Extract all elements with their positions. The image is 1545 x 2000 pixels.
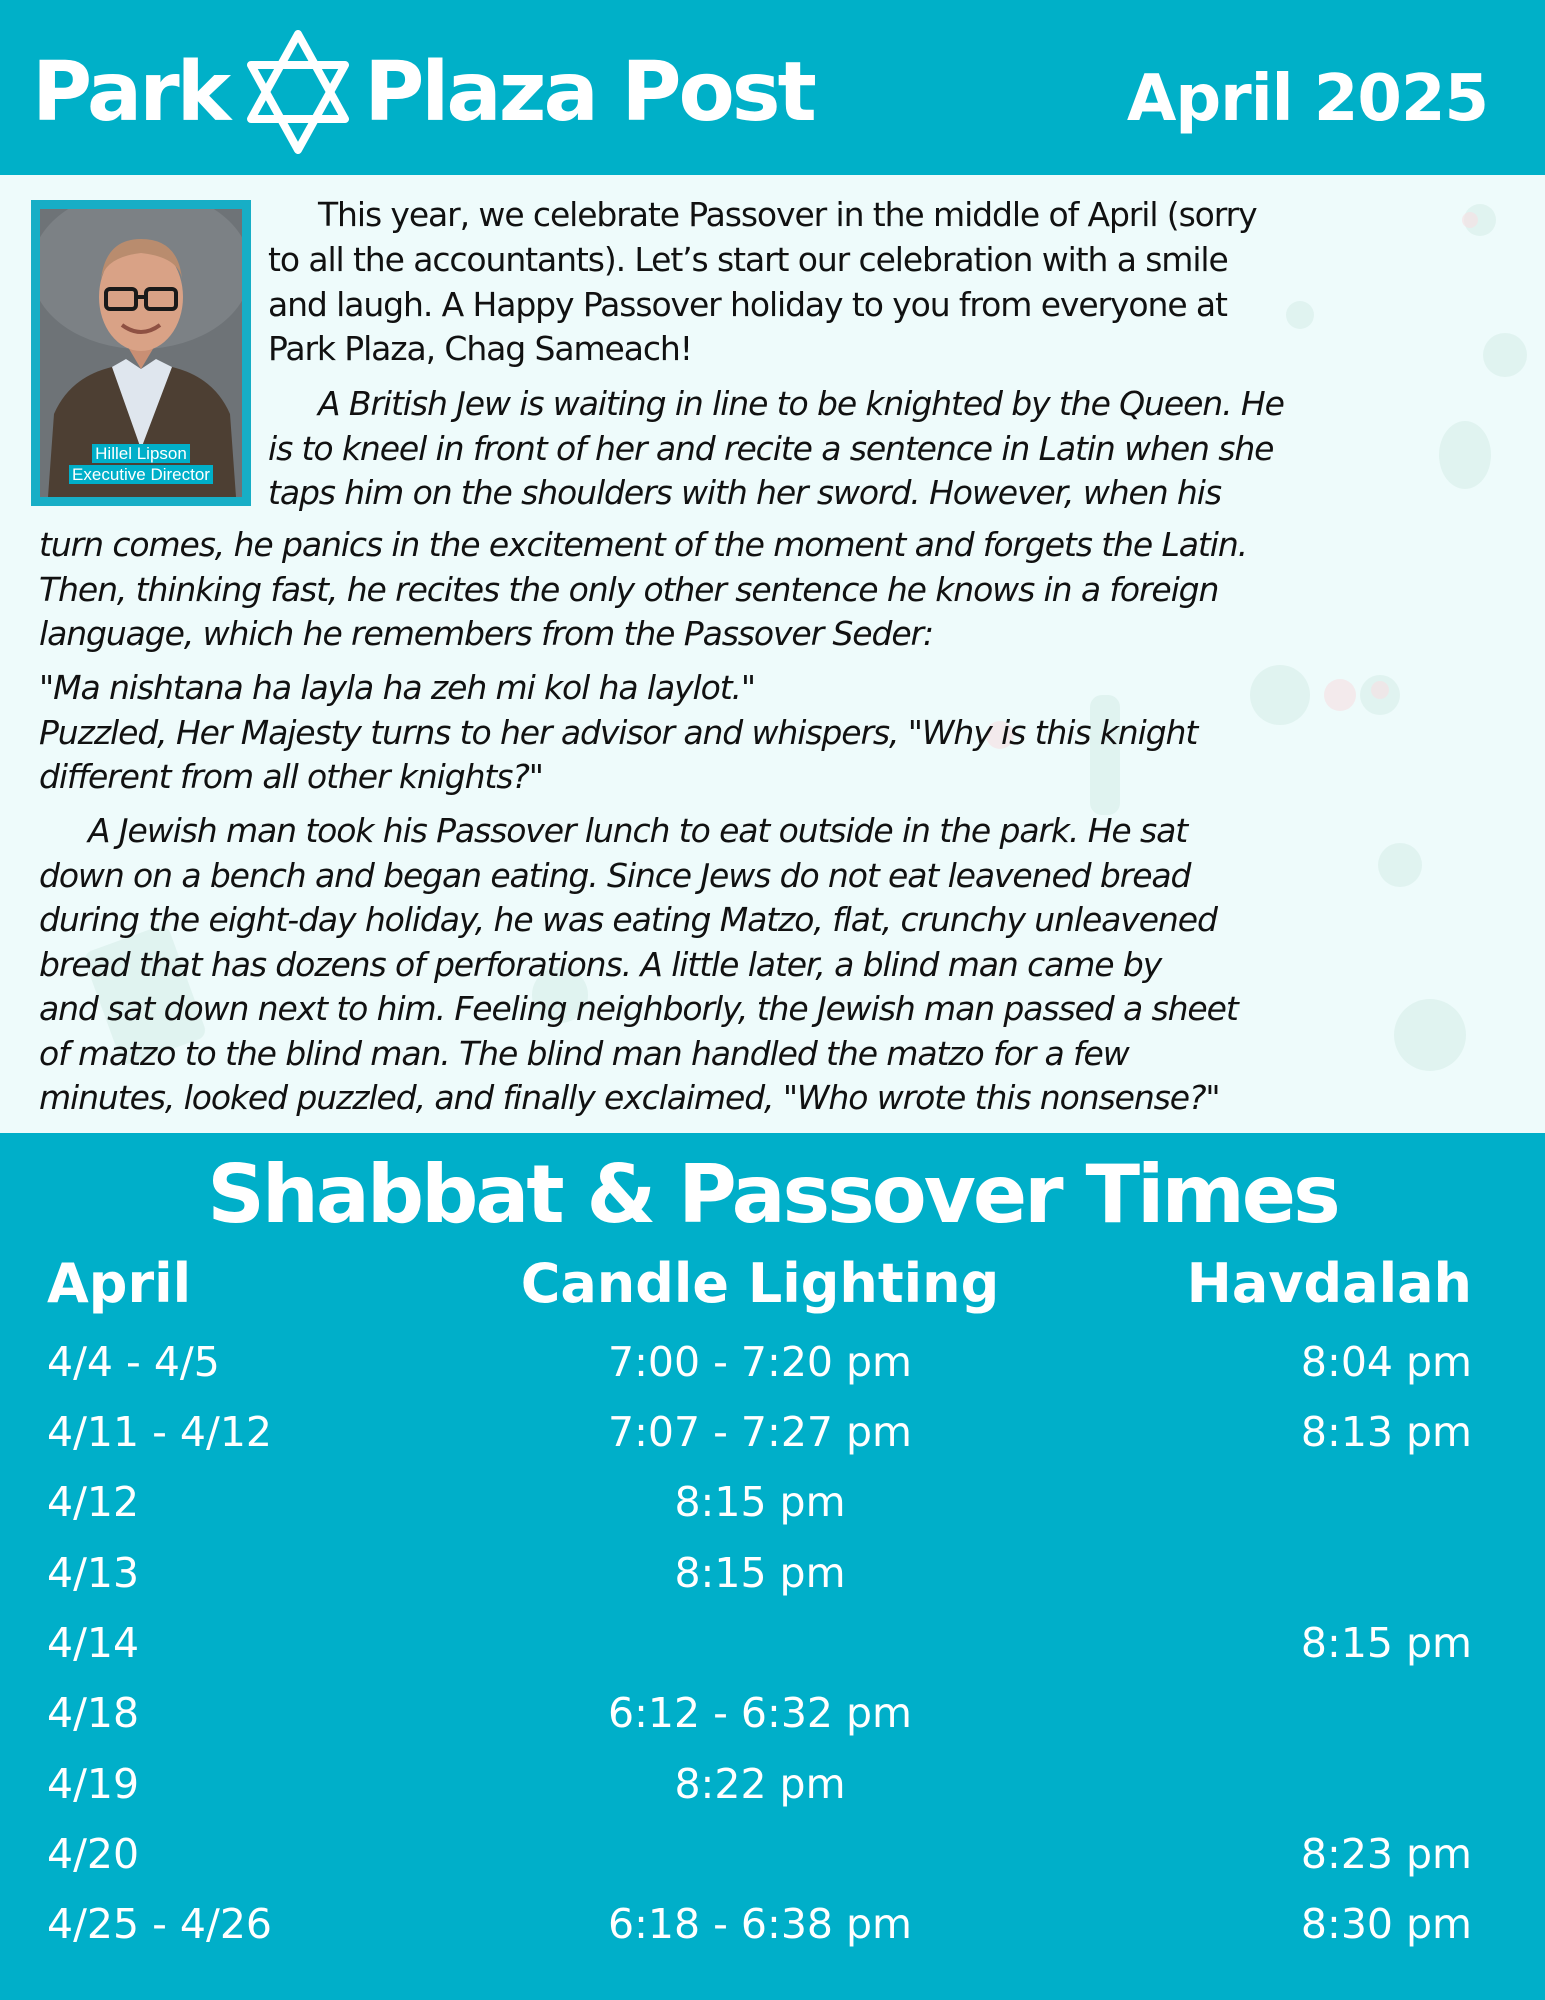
article-line: and laugh. A Happy Passover holiday to you from everyone at [268, 285, 1227, 324]
joke-line: "Ma nishtana ha layla ha zeh mi kol ha laylot." [39, 668, 756, 707]
row-candle: 6:18 - 6:38 pm [608, 1900, 912, 1948]
row-date: 4/13 [47, 1549, 140, 1597]
joke-line: minutes, looked puzzled, and finally exclaimed, "Who wrote this nonsense?" [39, 1078, 1220, 1117]
photo-caption-name: Hillel Lipson [31, 443, 251, 464]
joke-line: down on a bench and began eating. Since Jews do not eat leavened bread [39, 856, 1191, 895]
row-date: 4/4 - 4/5 [47, 1338, 220, 1386]
times-row [0, 1542, 1545, 1604]
row-havdalah: 8:23 pm [1300, 1830, 1472, 1878]
row-candle: 7:07 - 7:27 pm [608, 1408, 912, 1456]
joke-line: taps him on the shoulders with her sword. However, when his [268, 473, 1221, 512]
row-havdalah: 8:04 pm [1300, 1338, 1472, 1386]
joke-line: A British Jew is waiting in line to be knighted by the Queen. He [318, 384, 1284, 423]
row-candle: 7:00 - 7:20 pm [608, 1338, 912, 1386]
director-photo [31, 200, 251, 506]
joke-line: A Jewish man took his Passover lunch to eat outside in the park. He sat [88, 811, 1188, 850]
joke-line: Then, thinking fast, he recites the only other sentence he knows in a foreign [39, 570, 1219, 609]
times-row [0, 1401, 1545, 1463]
row-candle: 6:12 - 6:32 pm [608, 1689, 912, 1737]
row-havdalah: 8:13 pm [1300, 1408, 1472, 1456]
times-row [0, 1893, 1545, 1955]
title-plaza-post: Plaza Post [364, 44, 814, 140]
row-candle: 8:15 pm [674, 1478, 846, 1526]
row-date: 4/12 [47, 1478, 140, 1526]
row-date: 4/18 [47, 1689, 140, 1737]
joke-line: bread that has dozens of perforations. A little later, a blind man came by [39, 945, 1162, 984]
row-candle: 8:15 pm [674, 1549, 846, 1597]
newsletter-title [32, 42, 814, 142]
row-date: 4/14 [47, 1619, 140, 1667]
article-line: to all the accountants). Let’s start our celebration with a smile [268, 240, 1228, 279]
times-row [0, 1682, 1545, 1744]
joke-line: language, which he remembers from the Passover Seder: [39, 614, 934, 653]
times-row [0, 1331, 1545, 1393]
joke-line: different from all other knights?" [39, 757, 543, 796]
photo-caption-role: Executive Director [31, 464, 251, 485]
row-date: 4/20 [47, 1830, 140, 1878]
joke-line: during the eight-day holiday, he was eating Matzo, flat, crunchy unleavened [39, 900, 1217, 939]
article-line: This year, we celebrate Passover in the middle of April (sorry [318, 195, 1257, 234]
joke-line: Puzzled, Her Majesty turns to her advisor and whispers, "Why is this knight [39, 713, 1198, 752]
row-havdalah: 8:30 pm [1300, 1900, 1472, 1948]
times-row [0, 1823, 1545, 1885]
column-header-april: April [47, 1252, 192, 1315]
star-of-david-icon [242, 30, 354, 154]
title-park: Park [32, 44, 229, 140]
joke-line: is to kneel in front of her and recite a sentence in Latin when she [268, 429, 1274, 468]
times-section-title: Shabbat & Passover Times [207, 1148, 1338, 1241]
row-date: 4/11 - 4/12 [47, 1408, 272, 1456]
joke-line: of matzo to the blind man. The blind man handled the matzo for a few [39, 1034, 1129, 1073]
issue-date: April 2025 [1126, 62, 1488, 136]
joke-line: turn comes, he panics in the excitement of the moment and forgets the Latin. [39, 525, 1248, 564]
column-header-havdalah: Havdalah [1186, 1252, 1472, 1315]
row-candle: 8:22 pm [674, 1760, 846, 1808]
times-row [0, 1612, 1545, 1674]
times-row [0, 1753, 1545, 1815]
masthead [0, 0, 1545, 175]
row-havdalah: 8:15 pm [1300, 1619, 1472, 1667]
row-date: 4/19 [47, 1760, 140, 1808]
article-line: Park Plaza, Chag Sameach! [268, 329, 692, 368]
times-row [0, 1471, 1545, 1533]
joke-line: and sat down next to him. Feeling neighborly, the Jewish man passed a sheet [39, 989, 1238, 1028]
row-date: 4/25 - 4/26 [47, 1900, 272, 1948]
column-header-candle-lighting: Candle Lighting [520, 1252, 1000, 1315]
